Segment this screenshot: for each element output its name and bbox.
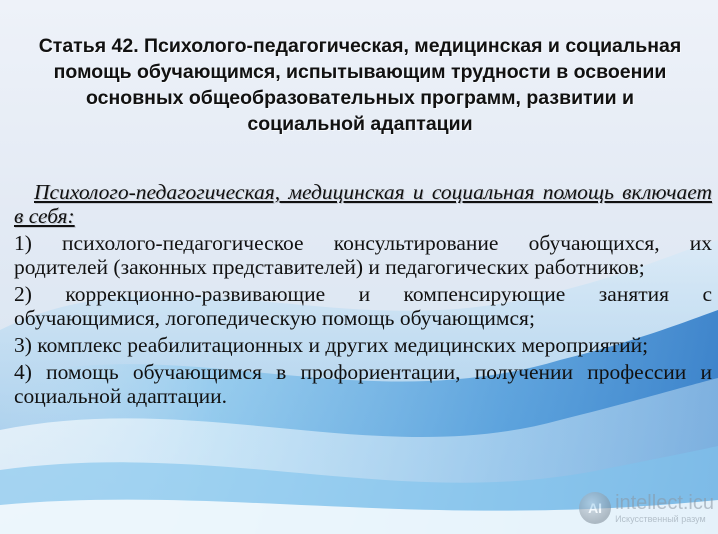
list-item-4: 4) помощь обучающимся в профориентации, получении профессии и социальной адаптации. xyxy=(14,360,712,408)
lead-paragraph: Психолого-педагогическая, медицинская и социальная помощь включает в себя: xyxy=(14,180,712,228)
list-item-1: 1) психолого-педагогическое консультирование обучающихся, их родителей (законных представителей) и педагогических работников; xyxy=(14,231,712,279)
list-item-3: 3) комплекс реабилитационных и других медицинских мероприятий; xyxy=(14,333,649,357)
watermark-subtitle: Искусственный разум xyxy=(615,513,706,524)
site-watermark xyxy=(579,492,714,524)
slide-body xyxy=(14,180,712,411)
watermark-site: intellect.icu xyxy=(615,491,714,514)
list-item-2: 2) коррекционно-развивающие и компенсирующие занятия с обучающимися, логопедическую помощь обучающимся; xyxy=(14,282,712,330)
ai-logo-icon: AI xyxy=(579,492,611,524)
slide-title: Статья 42. Психолого-педагогическая, медицинская и социальная помощь обучающимся, испытывающим трудности в освоении основных общеобразовательных программ, развитии и социальной адаптации xyxy=(38,35,682,135)
watermark-text xyxy=(615,493,714,524)
